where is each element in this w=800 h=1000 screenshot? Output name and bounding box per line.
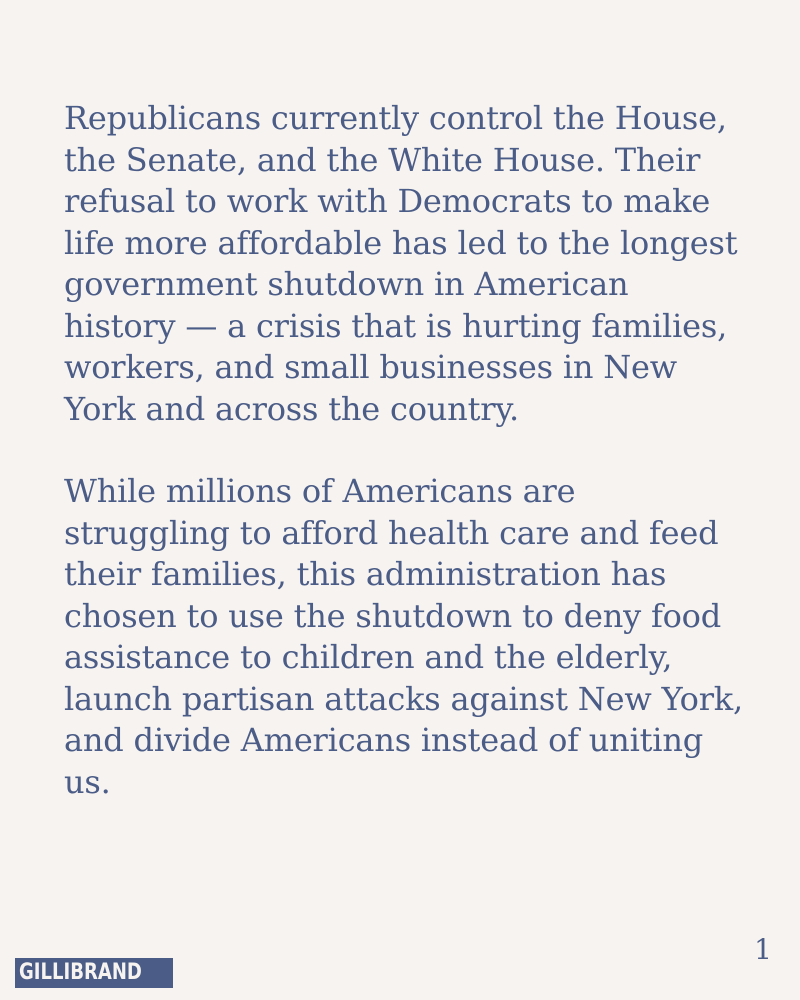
- paragraph-2: While millions of Americans are struggling to afford health care and feed their families, this administration has chosen to use the shutdown to deny food assistance to children and the elderly, launch partisan attacks against New York, and divide Americans instead of uniting us.: [64, 472, 743, 801]
- logo-text: GILLIBRAND: [19, 960, 142, 985]
- page-number: 1: [754, 933, 772, 966]
- gillibrand-logo: [15, 958, 173, 988]
- paragraph-1: Republicans currently control the House, the Senate, and the White House. Their refusal to work with Democrats to make life more affordable has led to the longest government shutdown in American history — a crisis that is hurting families, workers, and small businesses in New York and across the country.: [64, 99, 738, 428]
- document-body: [64, 98, 744, 803]
